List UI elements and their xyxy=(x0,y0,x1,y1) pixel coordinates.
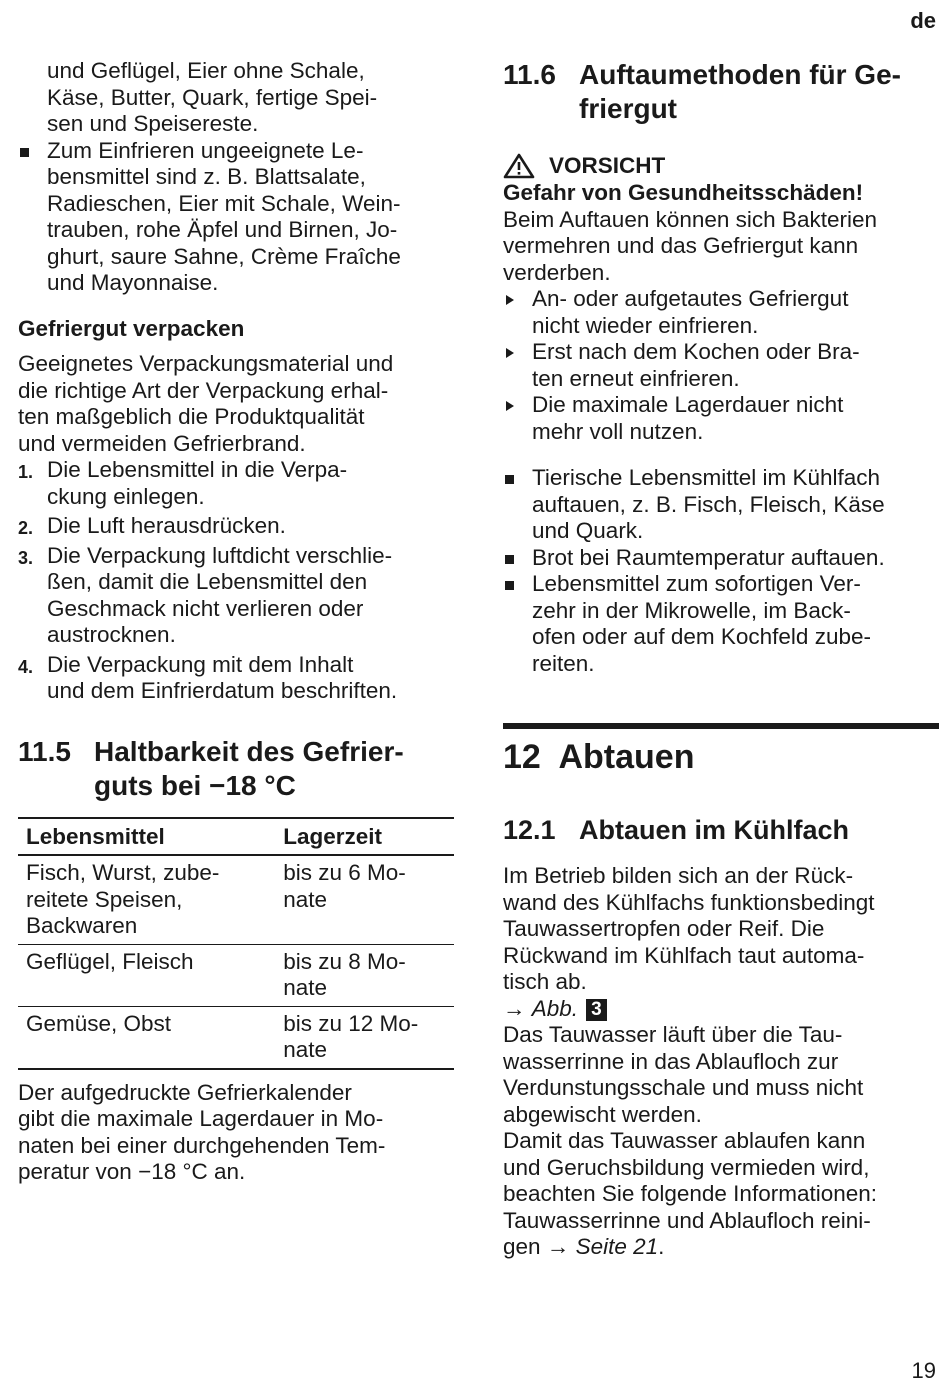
section-11-5-heading: 11.5 Haltbarkeit des Gefrier- guts bei −18 °C xyxy=(18,735,404,801)
caution-label: VORSICHT xyxy=(549,153,666,178)
right-column xyxy=(503,58,939,1261)
freezer-calendar-note: Der aufgedruckte Gefrierkalender gibt die maximale Lagerdauer in Mo- naten bei einer durchgehenden Tem- peratur von −18 °C an. xyxy=(18,1079,386,1184)
page-number: 19 xyxy=(911,1358,936,1383)
figure-reference[interactable]: → Abb. 3 xyxy=(503,996,939,1023)
caution-actions xyxy=(503,286,939,445)
defrost-paragraph-2: Das Tauwasser läuft über die Tau- wasserrinne in das Ablaufloch zur Verdunstungsschale und muss nicht abgewischt werden. xyxy=(503,1022,864,1127)
section-12-1-heading: 12.1 Abtauen im Kühlfach xyxy=(503,815,850,845)
warning-triangle-icon xyxy=(503,153,535,179)
defrost-paragraph-1: Im Betrieb bilden sich an der Rück- wand des Kühlfachs funktionsbedingt Tauwassertropfen oder Reif. Die Rückwand im Kühlfach taut automa- tisch ab. xyxy=(503,863,875,994)
figure-number-badge: 3 xyxy=(586,999,607,1021)
step-item: 2. Die Luft herausdrücken. xyxy=(18,513,286,538)
chapter-12-heading: 12 Abtauen xyxy=(503,738,695,776)
table-row: Fisch, Wurst, zube- reitete Speisen, Backwaren bis zu 6 Mo- nate xyxy=(18,855,454,944)
column-header-storage-time: Lagerzeit xyxy=(275,818,454,856)
storage-time-table xyxy=(18,817,454,1070)
caution-text: Beim Auftauen können sich Bakterien vermehren und das Gefriergut kann verderben. xyxy=(503,206,877,285)
caution-subtitle: Gefahr von Gesundheitsschäden! xyxy=(503,180,864,205)
chapter-divider xyxy=(503,723,939,729)
continued-list-text: und Geflügel, Eier ohne Schale, Käse, Butter, Quark, fertige Spei- sen und Speisereste. xyxy=(47,58,378,136)
step-item: 1. Die Lebensmittel in die Verpa- ckung einlegen. xyxy=(18,457,348,509)
step-item: 4. Die Verpackung mit dem Inhalt und dem Einfrierdatum beschriften. xyxy=(18,651,398,703)
packing-steps xyxy=(18,457,454,705)
unsuitable-foods-list xyxy=(18,138,454,297)
left-column xyxy=(18,58,454,1186)
table-row: Geflügel, Fleisch bis zu 8 Mo- nate xyxy=(18,944,454,1006)
section-11-6-heading: 11.6 Auftaumethoden für Ge- friergut xyxy=(503,59,901,124)
list-item: Lebensmittel zum sofortigen Ver- zehr in der Mikrowelle, im Back- ofen oder auf dem Kochfeld zube- reiten. xyxy=(503,571,939,677)
packing-paragraph: Geeignetes Verpackungsmaterial und die richtige Art der Verpackung erhal- ten maßgeblich die Produktqualität und vermeiden Gefrierbrand. xyxy=(18,351,394,456)
arrow-right-icon: → xyxy=(503,995,526,1021)
list-item: Die maximale Lagerdauer nicht mehr voll nutzen. xyxy=(503,392,939,445)
table-row: Gemüse, Obst bis zu 12 Mo- nate xyxy=(18,1006,454,1069)
step-item: 3. Die Verpackung luftdicht verschlie- ßen, damit die Lebensmittel den Geschmack nicht verlieren oder austrocknen. xyxy=(18,542,393,647)
packing-heading: Gefriergut verpacken xyxy=(18,315,245,341)
caution-header xyxy=(503,152,939,180)
list-item: Zum Einfrieren ungeeignete Le- bensmittel sind z. B. Blattsalate, Radieschen, Eier mit Schale, Wein- trauben, rohe Äpfel und Birnen, Jo- ghurt, saure Sahne, Crème Fraîche und Mayonnaise. xyxy=(18,138,454,297)
list-item: An- oder aufgetautes Gefriergut nicht wieder einfrieren. xyxy=(503,286,939,339)
language-code: de xyxy=(910,8,936,33)
caution-box xyxy=(503,152,939,445)
page-reference-link[interactable]: → Seite 21 xyxy=(546,1234,659,1259)
defrost-paragraph-3: Damit das Tauwasser ablaufen kann und Geruchsbildung vermieden wird, beachten Sie folgende Informationen: Tauwasserrinne und Ablaufloch reini- gen → Seite 21. xyxy=(503,1128,878,1259)
thawing-methods-list xyxy=(503,465,939,677)
list-item: Erst nach dem Kochen oder Bra- ten erneut einfrieren. xyxy=(503,339,939,392)
list-item: Tierische Lebensmittel im Kühlfach auftauen, z. B. Fisch, Fleisch, Käse und Quark. xyxy=(503,465,939,545)
list-item: Brot bei Raumtemperatur auftauen. xyxy=(503,545,939,572)
column-header-food: Lebensmittel xyxy=(18,818,275,856)
arrow-right-icon: → xyxy=(546,1234,570,1259)
